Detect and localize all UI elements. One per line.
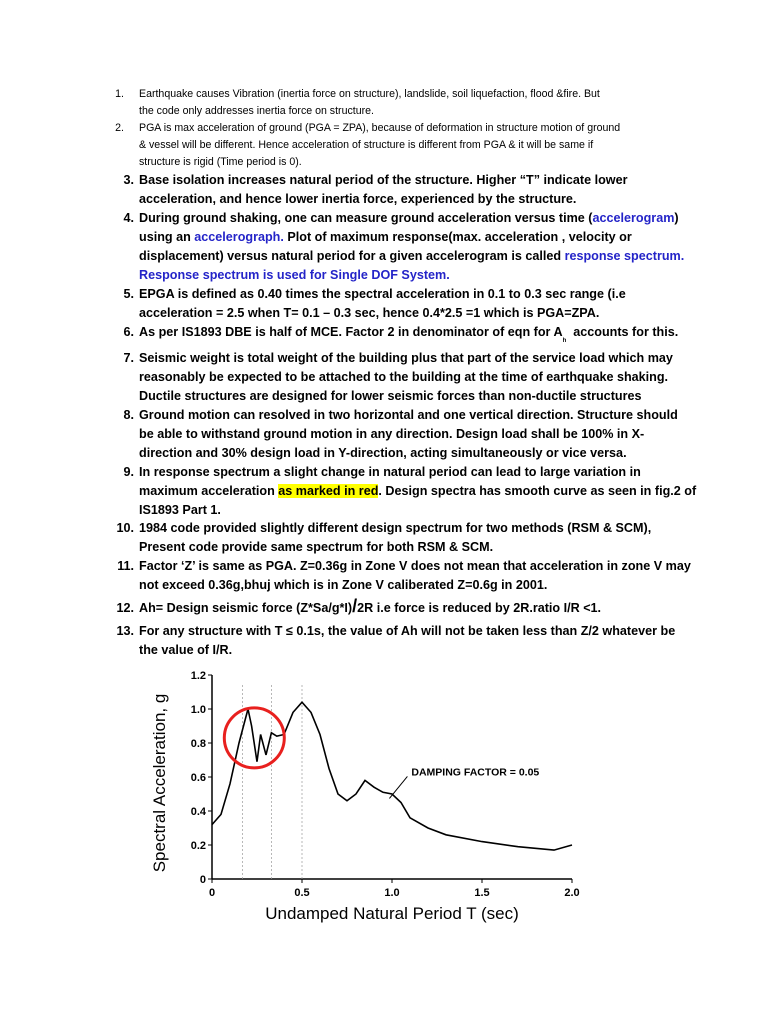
x-tick-label: 2.0: [564, 887, 580, 899]
item-number: 12.: [116, 601, 134, 615]
item-number: 1.: [115, 88, 124, 100]
response-spectrum-note: Response spectrum is used for Single DOF System.: [139, 268, 450, 282]
x-tick-label: 1.5: [474, 887, 490, 899]
highlight-circle: [224, 708, 284, 768]
item-text: In response spectrum a slight change in natural period can lead to large variation in maximum acceleration as marked in red. Design spectra has smooth curve as seen in fig.2 of IS1893 Part 1.: [139, 465, 697, 517]
subscript-h: h: [562, 338, 567, 344]
item-text: For any structure with T ≤ 0.1s, the value of Ah will not be taken less than Z/2 whatever be the value of I/R.: [139, 624, 676, 657]
item-text: Ah= Design seismic force (Z*Sa/g*I)/2R i.e force is reduced by 2R.ratio I/R <1.: [139, 596, 602, 616]
chart-svg: [145, 660, 585, 925]
damping-annotation: DAMPING FACTOR = 0.05: [411, 766, 540, 779]
x-axis-label: Undamped Natural Period T (sec): [265, 904, 519, 923]
item-text: During ground shaking, one can measure ground acceleration versus time (accelerogram) using an accelerograph. Plot of maximum response(max. acceleration , velocity or displacement) versus natural period for a given accelerogram is called response spectrum. Response spectrum is used for Single DOF System.: [139, 209, 684, 285]
y-tick-label: 0: [199, 874, 206, 886]
y-tick-label: 1.0: [190, 704, 206, 716]
item-text: Seismic weight is total weight of the building plus that part of the service load which may reasonably be expected to be attached to the building at the time of earthquake shaking. Ductile structures are designed for lower seismic forces than non-ductile structures: [139, 351, 673, 403]
y-tick-label: 0.4: [190, 806, 206, 818]
item-number: 2.: [115, 122, 124, 134]
item-number: 6.: [123, 325, 134, 339]
item-number: 4.: [123, 211, 134, 225]
accelerograph-term: accelerograph.: [194, 230, 284, 244]
y-tick-label: 1.2: [190, 670, 206, 682]
item-text: PGA is max acceleration of ground (PGA = ZPA), because of deformation in structure motion of ground & vessel will be different. Hence acceleration of structure is different from PGA & it will be same if structure is rigid (Time period is 0).: [139, 122, 621, 168]
y-tick-label: 0.2: [190, 840, 206, 852]
item-number: 10.: [116, 521, 134, 535]
item-number: 11.: [117, 559, 134, 573]
item-text: Base isolation increases natural period of the structure. Higher “T” indicate lower acceleration, and hence lower inertia force, experienced by the structure.: [139, 173, 628, 206]
item-number: 5.: [123, 287, 134, 301]
large-slash: /: [352, 596, 358, 616]
item-number: 3.: [123, 173, 134, 187]
x-tick-label: 0: [208, 887, 216, 899]
item-text: Factor ‘Z’ is same as PGA. Z=0.36g in Zone V does not mean that acceleration in zone V may not exceed 0.36g,bhuj which is in Zone V caliberated Z=0.6g in 2001.: [139, 559, 691, 592]
item-number: 8.: [123, 408, 134, 422]
y-axis-label: Spectral Acceleration, g: [150, 693, 169, 873]
item-text: EPGA is defined as 0.40 times the spectral acceleration in 0.1 to 0.3 sec range (i.e acceleration = 2.5 when T= 0.1 – 0.3 sec, hence 0.4*2.5 =1 which is PGA=ZPA.: [139, 287, 626, 320]
item-number: 13.: [116, 624, 134, 638]
x-tick-label: 0.5: [294, 887, 310, 899]
item-text: 1984 code provided slightly different design spectrum for two methods (RSM & SCM), Present code provide same spectrum for both RSM & SCM.: [139, 521, 652, 554]
item-text: Ground motion can resolved in two horizontal and one vertical direction. Structure should be able to withstand ground motion in any direction. Design load shall be 100% in X- direction and 30% design load in Y-direction, acting simultaneously or vice versa.: [139, 408, 678, 460]
y-tick-label: 0.8: [190, 738, 206, 750]
x-tick-label: 1.0: [384, 887, 400, 899]
accelerogram-term: accelerogram: [592, 211, 675, 225]
y-tick-label: 0.6: [190, 772, 206, 784]
response-spectrum-term: response spectrum.: [564, 249, 685, 263]
item-number: 9.: [123, 465, 134, 479]
response-spectrum-chart: [145, 660, 585, 925]
item-number: 7.: [123, 351, 134, 365]
annotation-leader: [389, 776, 407, 798]
item-text: As per IS1893 DBE is half of MCE. Factor 2 in denominator of eqn for $A_h$ accounts for this.: [139, 325, 679, 344]
highlighted-text: as marked in red: [278, 484, 379, 498]
item-text: Earthquake causes Vibration (inertia force on structure), landslide, soil liquefaction, flood &fire. But the code only addresses inertia force on structure.: [139, 88, 600, 117]
